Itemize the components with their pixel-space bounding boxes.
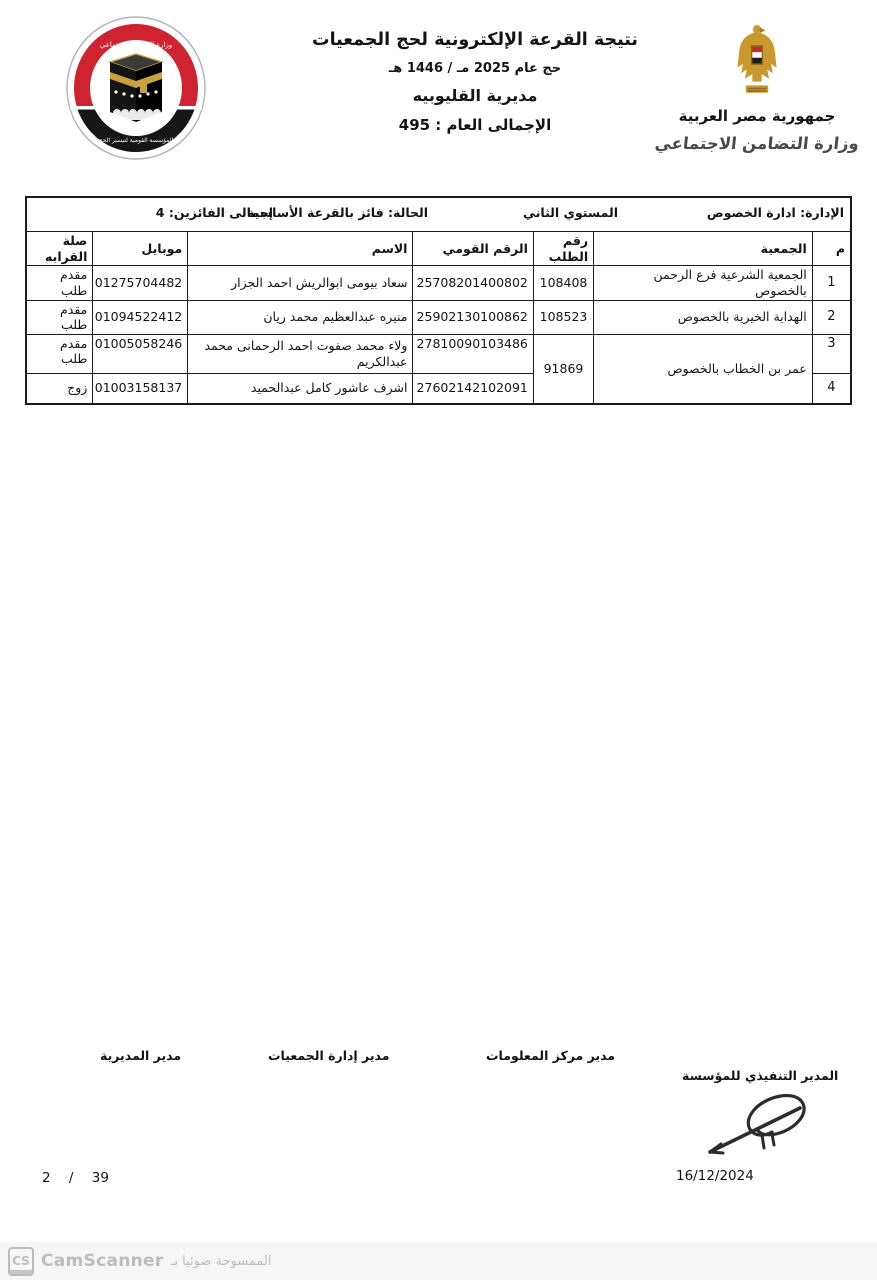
badge-bottom-text: المؤسسة القومية لتيسير الحج — [98, 137, 174, 144]
page-number — [42, 1170, 123, 1186]
cell-relation: مقدم طلب — [26, 334, 93, 373]
cell-seq: 3 — [812, 334, 851, 373]
signature-associations-manager: مدير إدارة الجمعيات — [268, 1048, 390, 1063]
cell-mobile: 01005058246 — [93, 334, 188, 373]
cell-mobile: 01003158137 — [93, 373, 188, 404]
camscanner-brand: CamScanner — [41, 1251, 164, 1271]
cell-seq: 1 — [812, 266, 851, 300]
cell-name: اشرف عاشور كامل عبدالحميد — [188, 373, 413, 404]
signature-directorate-manager: مدير المديرية — [100, 1048, 182, 1063]
page-separator: / — [68, 1170, 74, 1186]
grand-total-line: الإجمالى العام : 495 — [398, 116, 552, 134]
kaaba-badge-icon — [66, 16, 206, 160]
cell-national-id: 25708201400802 — [413, 266, 533, 300]
camscanner-watermark-bar — [0, 1242, 877, 1280]
table-row — [26, 300, 851, 334]
col-header-seq: م — [812, 232, 851, 266]
cell-association-merged: عمر بن الخطاب بالخصوص — [594, 334, 813, 404]
document-header — [250, 30, 700, 134]
cell-name: سعاد بيومى ابوالريش احمد الجزار — [188, 266, 413, 300]
cell-seq: 4 — [812, 373, 851, 404]
col-header-name: الاسم — [188, 232, 413, 266]
cell-request-no: 108408 — [533, 266, 593, 300]
badge-top-text: وزارة التضامن الاجتماعي — [99, 41, 173, 49]
col-header-association: الجمعية — [594, 232, 813, 266]
hajj-foundation-badge — [66, 16, 206, 160]
administration-label: الإدارة: ادارة الخصوص — [706, 205, 844, 220]
table-header-row — [26, 232, 851, 266]
status-label: الحالة: فائز بالقرعة الأساسية — [247, 205, 428, 220]
government-header — [648, 20, 866, 153]
table-info-row — [26, 197, 851, 232]
cell-seq: 2 — [812, 300, 851, 334]
cell-mobile: 01275704482 — [93, 266, 188, 300]
col-header-national-id: الرقم القومي — [413, 232, 533, 266]
col-header-request-no: رقم الطلب — [533, 232, 593, 266]
page-total: 39 — [91, 1170, 109, 1186]
cell-national-id: 27602142102091 — [413, 373, 533, 404]
table-row — [26, 334, 851, 373]
page-title: نتيجة القرعة الإلكترونية لحج الجمعيات — [312, 30, 638, 50]
page-current: 2 — [42, 1170, 51, 1186]
table-row — [26, 266, 851, 300]
signature-executive-director: المدير التنفيذي للمؤسسة — [682, 1068, 839, 1083]
cell-association: الجمعية الشرعية فرع الرحمن بالخصوص — [594, 266, 813, 300]
cell-relation: مقدم طلب — [26, 266, 93, 300]
cell-name: منيره عبدالعظيم محمد ريان — [188, 300, 413, 334]
handwritten-signature-icon — [696, 1088, 818, 1172]
republic-title: جمهورية مصر العربية — [678, 107, 836, 125]
signature-info-center-manager: مدير مركز المعلومات — [486, 1048, 616, 1063]
cell-request-no: 108523 — [533, 300, 593, 334]
cell-association: الهداية الخيرية بالخصوص — [594, 300, 813, 334]
lottery-results-table — [25, 196, 852, 405]
camscanner-cs-logo-icon: CS — [8, 1247, 34, 1276]
cell-name: ولاء محمد صفوت احمد الرحمانى محمد عبدالكريم — [188, 334, 413, 373]
col-header-mobile: موبايل — [93, 232, 188, 266]
egypt-eagle-emblem-icon — [729, 20, 785, 104]
report-date: 16/12/2024 — [676, 1168, 754, 1184]
cell-relation: مقدم طلب — [26, 300, 93, 334]
level-label: المستوي الثاني — [523, 205, 618, 220]
col-header-relation: صلة القرابه — [26, 232, 93, 266]
cell-national-id: 27810090103486 — [413, 334, 533, 373]
ministry-title: وزارة التضامن الاجتماعي — [653, 134, 861, 153]
total-winners-label: إجمالى الفائزين: 4 — [155, 205, 273, 220]
camscanner-arabic-label: الممسوحة ضوئيا بـ — [170, 1253, 272, 1269]
cell-national-id: 25902130100862 — [413, 300, 533, 334]
directorate-subtitle: مديرية القليوبيه — [412, 86, 538, 105]
cell-request-no-merged: 91869 — [533, 334, 593, 404]
cell-mobile: 01094522412 — [93, 300, 188, 334]
hajj-year-subtitle: حج عام 2025 مـ / 1446 هـ — [388, 61, 562, 76]
cell-relation: زوج — [26, 373, 93, 404]
